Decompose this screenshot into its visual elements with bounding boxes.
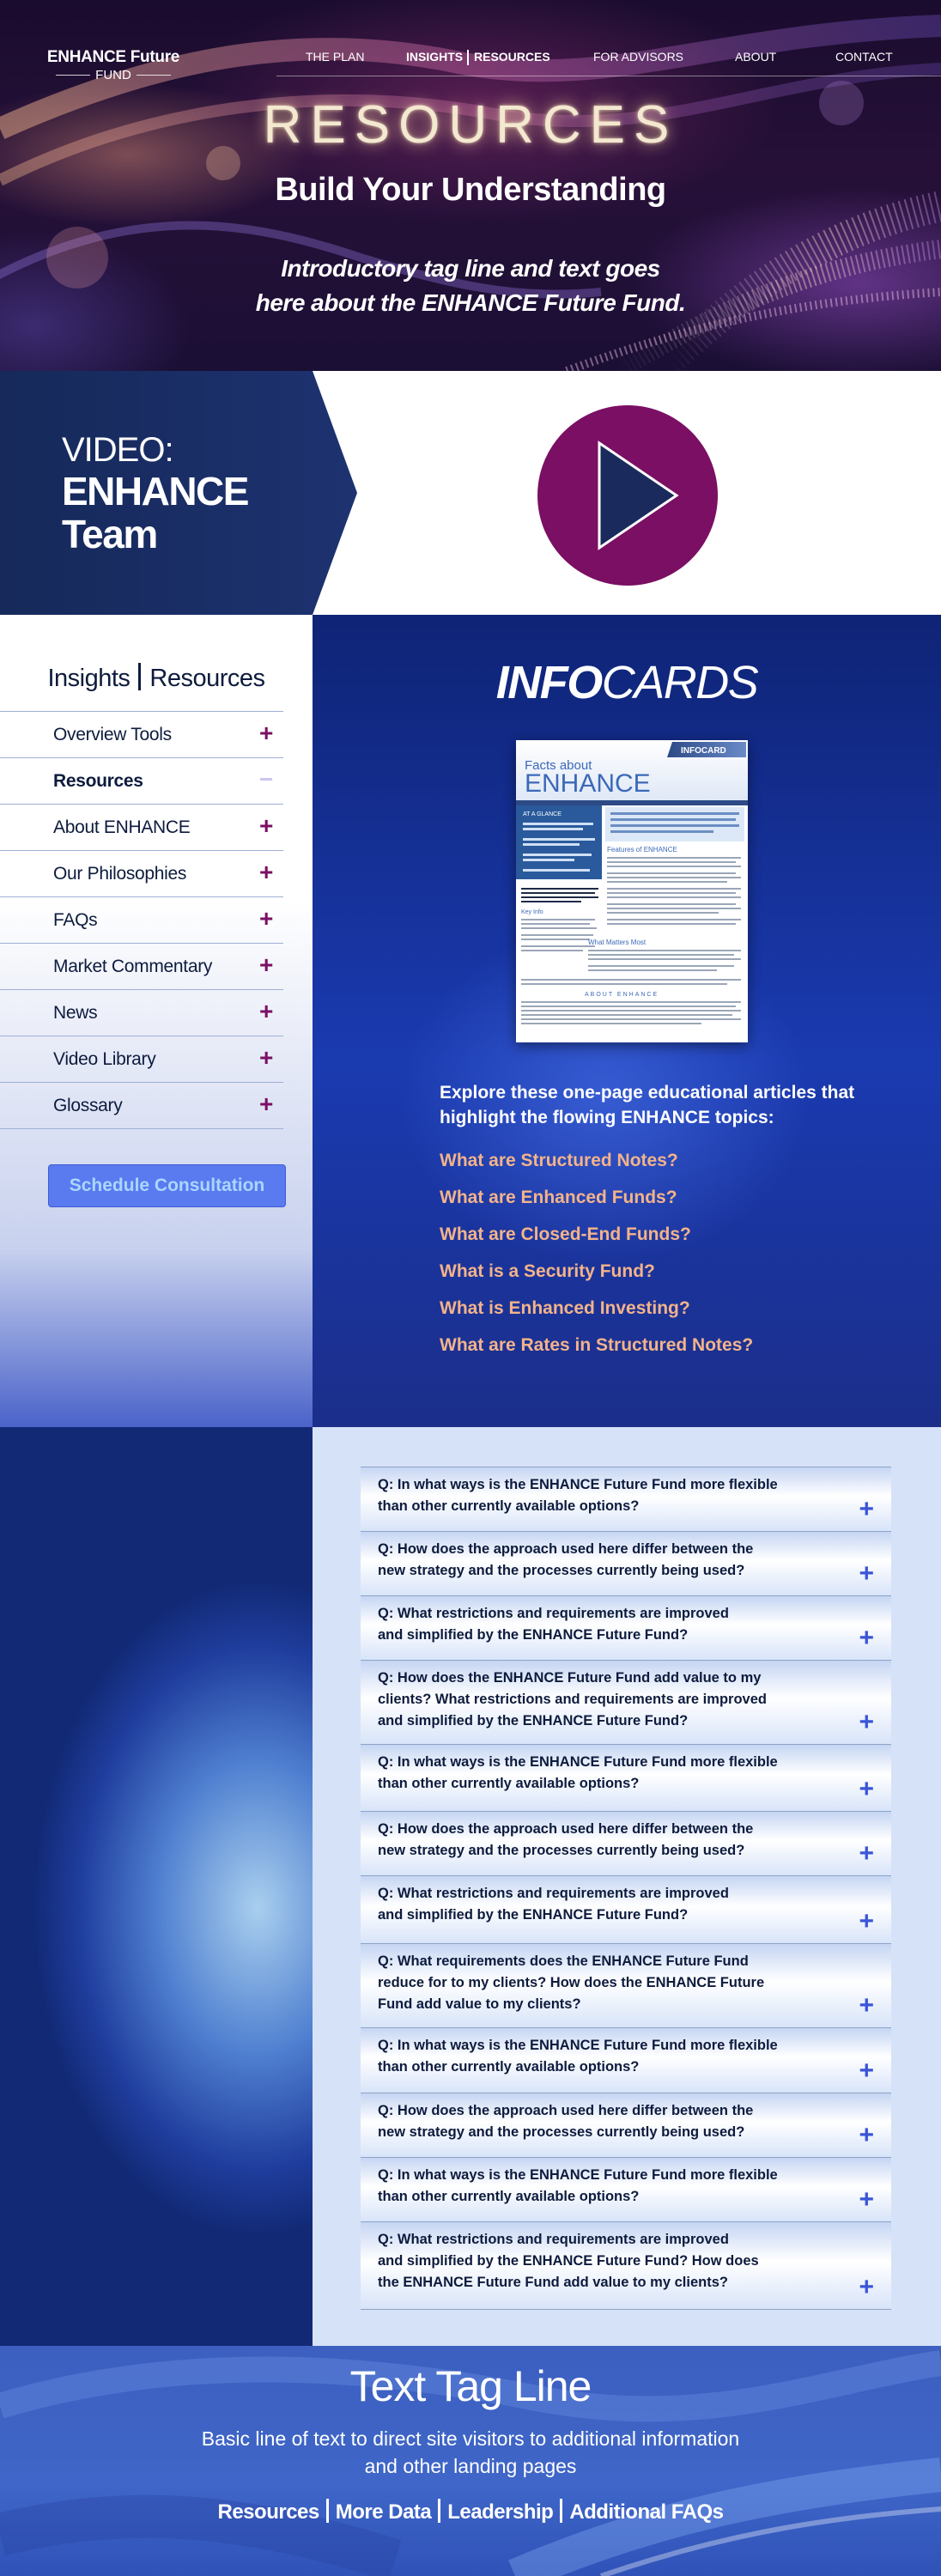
expand-plus-icon[interactable]: + — [859, 1624, 874, 1652]
faq-question: Q: In what ways is the ENHANCE Future Fund more flexible than other currently available options? — [378, 1754, 778, 1791]
hero-banner — [0, 0, 941, 371]
svg-text:INFOCARD: INFOCARD — [681, 746, 726, 756]
topic-link-enhanced-funds[interactable]: What are Enhanced Funds? — [440, 1188, 677, 1207]
faq-item[interactable] — [361, 2222, 891, 2310]
faq-question: Q: What restrictions and requirements are improved and simplified by the ENHANCE Future Fund? — [378, 1886, 729, 1923]
expand-plus-icon[interactable]: + — [859, 2057, 874, 2085]
expand-plus-icon[interactable]: + — [859, 1708, 874, 1736]
sidebar-item-video-library[interactable]: Video Library + — [0, 1036, 283, 1083]
logo-wordmark: ENHANCE Future — [46, 48, 180, 66]
expand-plus-icon[interactable]: + — [259, 1044, 274, 1071]
page-title: RESOURCES — [263, 95, 678, 155]
faq-question: Q: In what ways is the ENHANCE Future Fund more flexible than other currently available options? — [378, 2167, 778, 2204]
hero-tagline: Introductory tag line and text goes here about the ENHANCE Future Fund. — [255, 255, 686, 316]
faq-item[interactable] — [361, 2158, 891, 2222]
logo-subtext: FUND — [46, 68, 180, 82]
faq-item[interactable] — [361, 1944, 891, 2028]
sidebar-item-news[interactable]: News + — [0, 990, 283, 1036]
svg-text:Facts about: Facts about — [525, 758, 592, 773]
sidebar-menu — [0, 711, 283, 1129]
svg-text:Key Info: Key Info — [521, 909, 543, 915]
sidebar-heading: Insights Resources — [47, 665, 265, 692]
infocards-intro-text: Explore these one-page educational articles that highlight the flowing ENHANCE topics: — [440, 1083, 855, 1127]
faq-item[interactable] — [361, 2093, 891, 2158]
infocards-title: INFOCARDS — [495, 657, 758, 708]
faq-question: Q: How does the approach used here differ between the new strategy and the processes currently being used? — [378, 2103, 754, 2140]
nav-insights[interactable]: INSIGHTS — [406, 50, 464, 64]
footer-link-resources[interactable]: Resources — [217, 2500, 319, 2524]
expand-plus-icon[interactable]: + — [859, 1839, 874, 1868]
expand-plus-icon[interactable]: + — [859, 1559, 874, 1588]
video-section — [0, 371, 941, 615]
topic-link-closed-end-funds[interactable]: What are Closed-End Funds? — [440, 1224, 691, 1244]
nav-resources[interactable]: RESOURCES — [474, 50, 550, 64]
expand-plus-icon[interactable]: + — [259, 859, 274, 885]
expand-plus-icon[interactable]: + — [859, 2185, 874, 2214]
infocard-thumbnail[interactable] — [516, 740, 748, 1042]
faq-question: Q: How does the approach used here differ between the new strategy and the processes currently being used? — [378, 1821, 754, 1858]
expand-plus-icon[interactable]: + — [259, 720, 274, 746]
link-divider — [560, 2499, 562, 2523]
faq-accordion — [361, 1467, 891, 2310]
video-play-button[interactable] — [537, 405, 718, 586]
faq-decorative-panel — [0, 1427, 313, 2346]
svg-text:AT A GLANCE: AT A GLANCE — [523, 811, 562, 817]
svg-text:ENHANCE: ENHANCE — [525, 769, 651, 798]
infocards-panel — [313, 615, 941, 1427]
sidebar-item-faqs[interactable]: FAQs + — [0, 897, 283, 944]
expand-plus-icon[interactable]: + — [859, 1775, 874, 1803]
nav-for-advisors[interactable]: FOR ADVISORS — [593, 50, 684, 64]
nav-contact[interactable]: CONTACT — [835, 50, 893, 64]
video-label-panel — [0, 371, 361, 615]
faq-item[interactable] — [361, 1812, 891, 1876]
faq-item[interactable] — [361, 1532, 891, 1596]
sidebar-item-market-commentary[interactable]: Market Commentary + — [0, 944, 283, 990]
nav-the-plan[interactable]: THE PLAN — [306, 50, 365, 64]
resources-sidebar — [0, 615, 313, 1427]
svg-text:What Matters Most: What Matters Most — [588, 939, 647, 946]
faq-question: Q: What restrictions and requirements are improved and simplified by the ENHANCE Future Fund? How does the ENHANCE Future Fund add value to my clients? — [378, 2232, 759, 2290]
sidebar-item-resources[interactable]: Resources − — [0, 758, 283, 805]
faq-question: Q: In what ways is the ENHANCE Future Fund more flexible than other currently available options? — [378, 1477, 778, 1514]
footer-banner — [0, 2346, 941, 2576]
faq-item[interactable] — [361, 1661, 891, 1745]
faq-section — [0, 1427, 941, 2346]
faq-item[interactable] — [361, 1596, 891, 1661]
page-subtitle: Build Your Understanding — [275, 172, 666, 208]
topic-link-enhanced-investing[interactable]: What is Enhanced Investing? — [440, 1298, 690, 1318]
expand-plus-icon[interactable]: + — [259, 905, 274, 932]
faq-item[interactable] — [361, 1467, 891, 1532]
faq-question: Q: In what ways is the ENHANCE Future Fund more flexible than other currently available options? — [378, 2038, 778, 2075]
faq-question: Q: How does the ENHANCE Future Fund add value to my clients? What restrictions and requirements are improved and simplified by the ENHANCE Future Fund? — [378, 1670, 767, 1728]
expand-plus-icon[interactable]: + — [859, 1495, 874, 1523]
faq-item[interactable] — [361, 1876, 891, 1944]
footer-link-additional-faqs[interactable]: Additional FAQs — [569, 2500, 724, 2524]
play-icon — [537, 405, 718, 586]
expand-plus-icon[interactable]: + — [259, 1091, 274, 1117]
expand-plus-icon[interactable]: + — [859, 1907, 874, 1935]
expand-plus-icon[interactable]: + — [259, 951, 274, 978]
faq-question: Q: What restrictions and requirements are improved and simplified by the ENHANCE Future Fund? — [378, 1606, 729, 1643]
main-nav — [0, 50, 941, 67]
expand-plus-icon[interactable]: + — [859, 1991, 874, 2020]
link-divider — [326, 2499, 329, 2523]
faq-item[interactable] — [361, 1745, 891, 1812]
topic-link-rates-structured-notes[interactable]: What are Rates in Structured Notes? — [440, 1335, 754, 1355]
link-divider — [438, 2499, 440, 2523]
footer-link-more-data[interactable]: More Data — [335, 2500, 432, 2524]
collapse-minus-icon[interactable]: − — [259, 766, 274, 793]
infocard-topic-list — [440, 1151, 753, 1372]
video-title: VIDEO: ENHANCE Team — [62, 431, 248, 556]
expand-plus-icon[interactable]: + — [859, 2121, 874, 2149]
topic-link-structured-notes[interactable]: What are Structured Notes? — [440, 1151, 678, 1170]
resources-section — [0, 615, 941, 1427]
faq-panel — [313, 1427, 941, 2346]
schedule-consultation-button[interactable]: Schedule Consultation — [48, 1164, 286, 1207]
topic-link-security-fund[interactable]: What is a Security Fund? — [440, 1261, 655, 1281]
sidebar-item-glossary[interactable]: Glossary + — [0, 1083, 283, 1129]
footer-tagline: Text Tag Line — [349, 2362, 592, 2410]
expand-plus-icon[interactable]: + — [259, 812, 274, 839]
sidebar-item-overview-tools[interactable]: Overview Tools + — [0, 712, 283, 758]
nav-divider — [467, 50, 469, 65]
expand-plus-icon[interactable]: + — [259, 998, 274, 1024]
sidebar-item-our-philosophies[interactable]: Our Philosophies + — [0, 851, 283, 897]
faq-item[interactable] — [361, 2028, 891, 2093]
faq-question: Q: What requirements does the ENHANCE Future Fund reduce for to my clients? How does the ENHANCE Future Fund add value to my clients? — [378, 1953, 765, 2012]
svg-text:Features of ENHANCE: Features of ENHANCE — [607, 846, 677, 854]
svg-text:ABOUT ENHANCE: ABOUT ENHANCE — [585, 992, 659, 998]
footer-description: Basic line of text to direct site visitors to additional information and other landing pages — [201, 2427, 740, 2477]
expand-plus-icon[interactable]: + — [859, 2273, 874, 2301]
nav-about[interactable]: ABOUT — [735, 50, 777, 64]
sidebar-item-about-enhance[interactable]: About ENHANCE + — [0, 805, 283, 851]
footer-link-leadership[interactable]: Leadership — [447, 2500, 554, 2524]
faq-question: Q: How does the approach used here differ between the new strategy and the processes currently being used? — [378, 1541, 754, 1578]
footer-links — [0, 2499, 941, 2524]
